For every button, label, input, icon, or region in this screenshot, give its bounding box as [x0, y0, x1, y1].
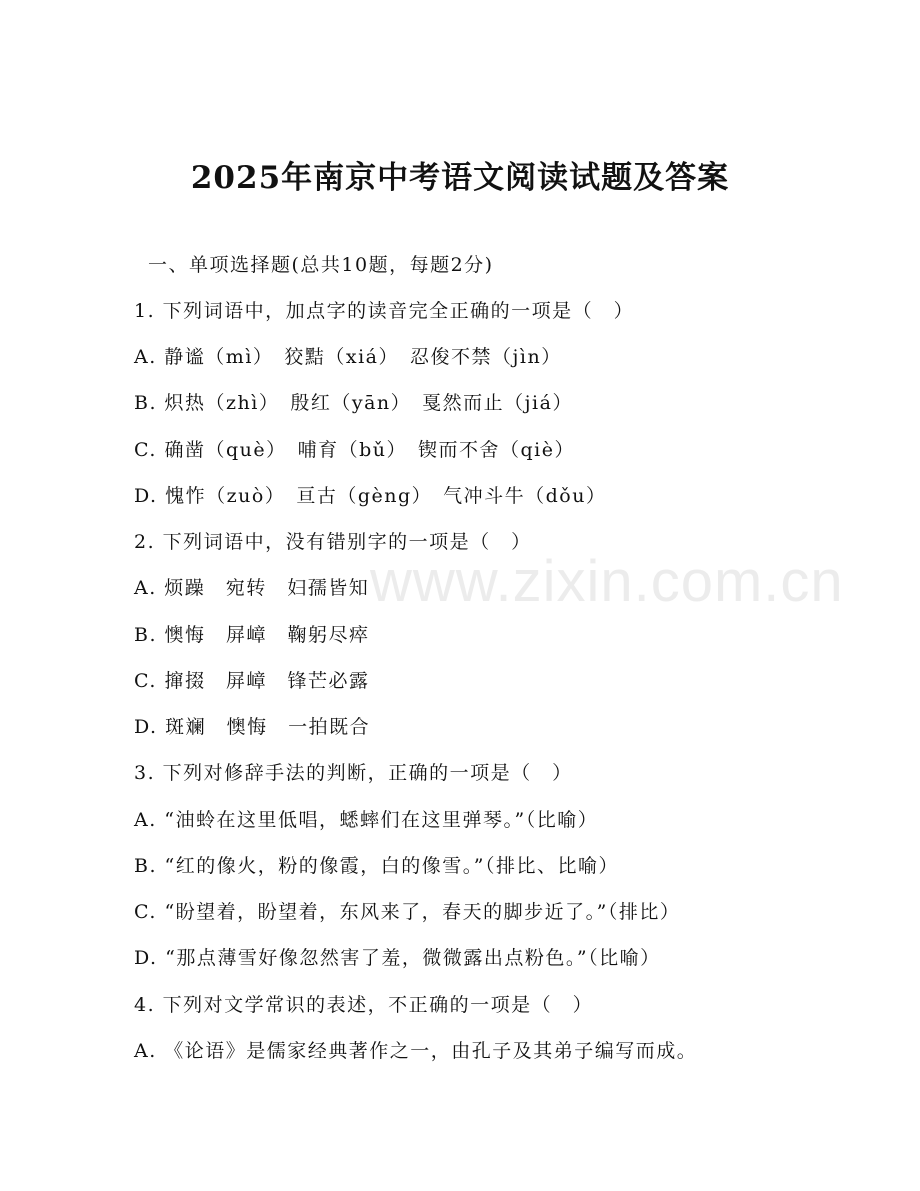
question-3-option-c: C. “盼望着，盼望着，东风来了，春天的脚步近了。”（排比）: [134, 901, 681, 923]
question-1-option-b: B. 炽热（zhì） 殷红（yān） 戛然而止（jiá）: [134, 392, 573, 414]
question-1-option-d: D. 愧怍（zuò） 亘古（gèng） 气冲斗牛（dǒu）: [134, 485, 607, 507]
question-1: 1. 下列词语中，加点字的读音完全正确的一项是（ ）: [134, 300, 635, 322]
question-2-option-d: D. 斑斓 懊悔 一拍既合: [134, 716, 371, 738]
question-3-option-b: B. “红的像火，粉的像霞，白的像雪。”（排比、比喻）: [134, 855, 619, 877]
question-2-option-a: A. 烦躁 宛转 妇孺皆知: [134, 577, 370, 599]
watermark-text: www.zixin.com.cn: [370, 549, 844, 614]
question-1-option-a: A. 静谧（mì） 狡黠（xiá） 忍俊不禁（jìn）: [134, 346, 562, 368]
question-4-option-a: A. 《论语》是儒家经典著作之一，由孔子及其弟子编写而成。: [134, 1040, 698, 1062]
question-2-option-c: C. 撺掇 屏嶂 锋芒必露: [134, 670, 370, 692]
question-1-option-c: C. 确凿（què） 哺育（bǔ） 锲而不舍（qiè）: [134, 439, 575, 461]
question-2: 2. 下列词语中，没有错别字的一项是（ ）: [134, 531, 532, 553]
question-4: 4. 下列对文学常识的表述，不正确的一项是（ ）: [134, 994, 594, 1016]
question-3-option-a: A. “油蛉在这里低唱，蟋蟀们在这里弹琴。”（比喻）: [134, 809, 599, 831]
question-3-option-d: D. “那点薄雪好像忽然害了羞，微微露出点粉色。”（比喻）: [134, 947, 661, 969]
question-2-option-b: B. 懊悔 屏嶂 鞠躬尽瘁: [134, 624, 370, 646]
page-title: 2025年南京中考语文阅读试题及答案: [190, 160, 730, 196]
question-3: 3. 下列对修辞手法的判断，正确的一项是（ ）: [134, 762, 573, 784]
section-heading: 一、单项选择题(总共10题，每题2分): [148, 254, 494, 276]
